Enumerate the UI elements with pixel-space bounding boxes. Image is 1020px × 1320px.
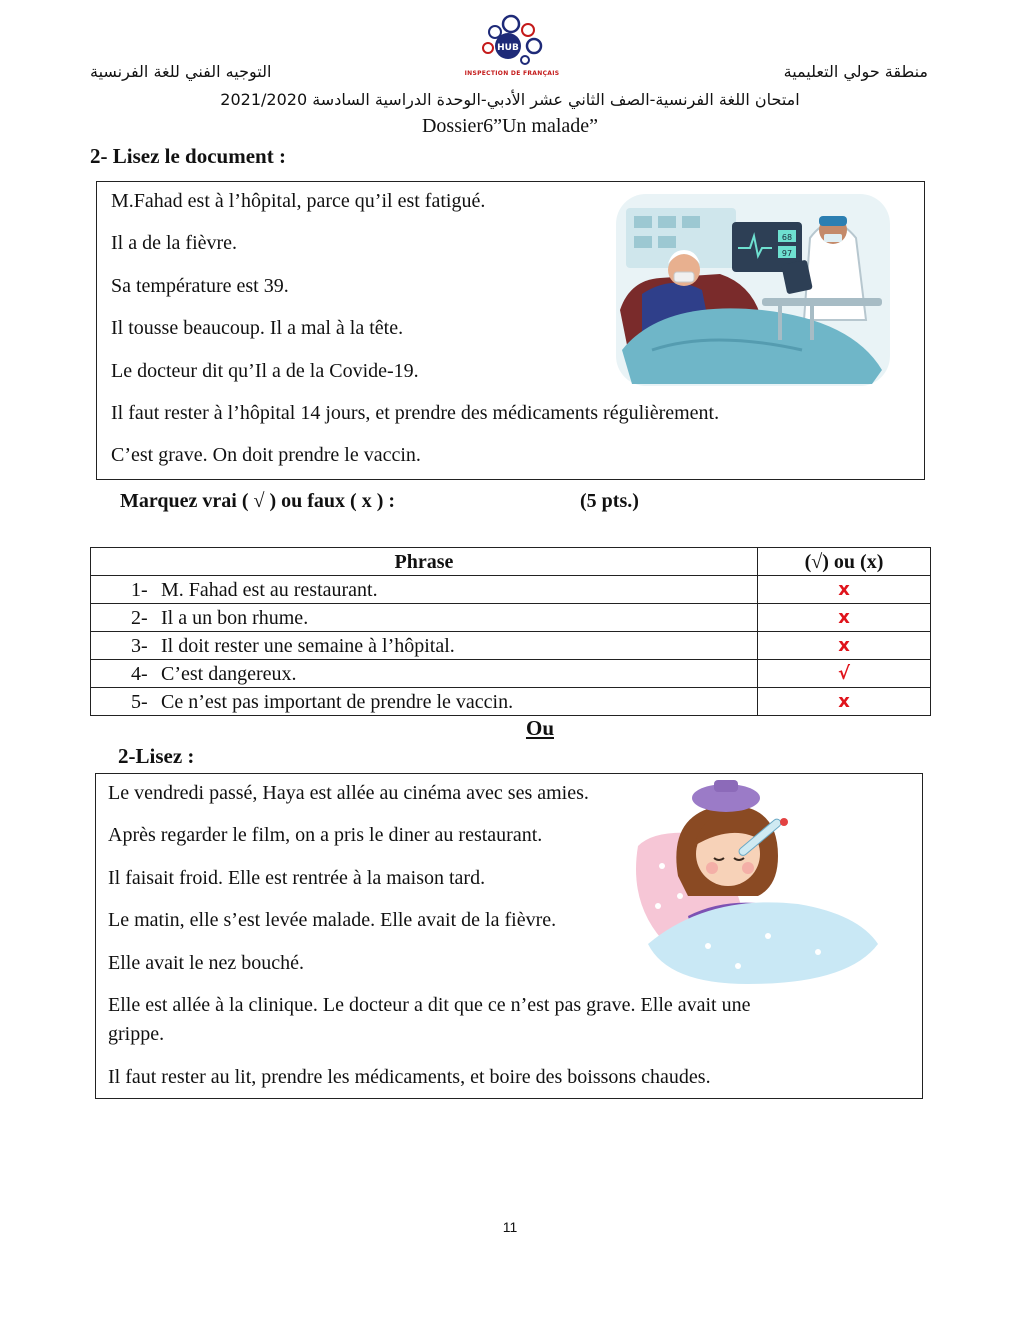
doc2-line: Après regarder le film, on a pris le diner au restaurant. (108, 824, 543, 846)
answer-cell: x (758, 632, 931, 660)
table-row (91, 660, 931, 688)
doc1-line: Il tousse beaucoup. Il a mal à la tête. (111, 317, 404, 339)
table-row (91, 688, 931, 716)
logo-caption: INSPECTION DE FRANÇAIS (464, 70, 560, 77)
section2-heading: 2-Lisez : (118, 744, 195, 768)
doc2-line: Le vendredi passé, Haya est allée au cinéma avec ses amies. (108, 782, 589, 804)
or-label: Ou (525, 716, 554, 740)
column-header-answer: (√) ou (x) (758, 548, 931, 576)
row-number: 4- (131, 662, 148, 685)
phrase-text: Il a un bon rhume. (161, 606, 309, 629)
table-row (91, 632, 931, 660)
table-header-row (91, 548, 931, 576)
logo-text: HUB (497, 43, 519, 53)
phrase-text: Ce n’est pas important de prendre le vaccin. (161, 690, 514, 713)
doc1-line: Il a de la fièvre. (111, 232, 238, 254)
row-number: 3- (131, 634, 148, 657)
answer-cell: x (758, 688, 931, 716)
monitor-value: 68 (781, 233, 793, 242)
doc2-line: Elle est allée à la clinique. Le docteur a dit que ce n’est pas grave. Elle avait une (108, 994, 751, 1016)
table-row (91, 576, 931, 604)
doc2-line: Il faisait froid. Elle est rentrée à la maison tard. (108, 867, 486, 889)
phrase-text: Il doit rester une semaine à l’hôpital. (161, 634, 455, 657)
column-header-phrase: Phrase (91, 548, 758, 576)
answer-cell: √ (758, 660, 931, 688)
phrase-cell (91, 660, 758, 688)
row-number: 2- (131, 606, 148, 629)
phrase-cell (91, 632, 758, 660)
page-number: 11 (502, 1219, 518, 1235)
answer-cell: x (758, 576, 931, 604)
answer-cell: x (758, 604, 931, 632)
doc1-line: C’est grave. On doit prendre le vaccin. (111, 444, 421, 466)
exercise-instruction: Marquez vrai ( √ ) ou faux ( x ) : (120, 490, 396, 512)
row-number: 1- (131, 578, 148, 601)
dossier-title: Dossier6”Un malade” (421, 115, 599, 137)
phrase-text: C’est dangereux. (161, 662, 297, 685)
doc1-line: M.Fahad est à l’hôpital, parce qu’il est fatigué. (111, 190, 486, 212)
table-row (91, 604, 931, 632)
exercise-points: (5 pts.) (580, 490, 639, 512)
doc2-line: grippe. (108, 1023, 165, 1045)
doc2-line: Il faut rester au lit, prendre les médicaments, et boire des boissons chaudes. (108, 1066, 711, 1088)
doc2-line: Le matin, elle s’est levée malade. Elle avait de la fièvre. (108, 909, 557, 931)
phrase-cell (91, 604, 758, 632)
true-false-table (90, 547, 931, 716)
section1-heading: 2- Lisez le document : (90, 144, 286, 168)
doc1-line: Le docteur dit qu’Il a de la Covide-19. (111, 360, 419, 382)
phrase-cell (91, 576, 758, 604)
hospital-patient-illustration (612, 190, 894, 390)
arabic-header-left: التوجيه الفني للغة الفرنسية (90, 62, 272, 81)
doc1-line: Il faut rester à l’hôpital 14 jours, et prendre des médicaments régulièrement. (111, 402, 720, 424)
phrase-text: M. Fahad est au restaurant. (161, 578, 378, 601)
arabic-header-right: منطقة حولي التعليمية (783, 62, 928, 81)
row-number: 5- (131, 690, 148, 713)
arabic-exam-title: امتحان اللغة الفرنسية-الصف الثاني عشر الأدبي-الوحدة الدراسية السادسة 2021/2020 (220, 90, 800, 109)
phrase-cell (91, 688, 758, 716)
doc1-line: Sa température est 39. (111, 275, 289, 297)
monitor-value: 97 (781, 249, 793, 258)
doc2-line: Elle avait le nez bouché. (108, 952, 305, 974)
sick-girl-illustration (628, 776, 884, 988)
